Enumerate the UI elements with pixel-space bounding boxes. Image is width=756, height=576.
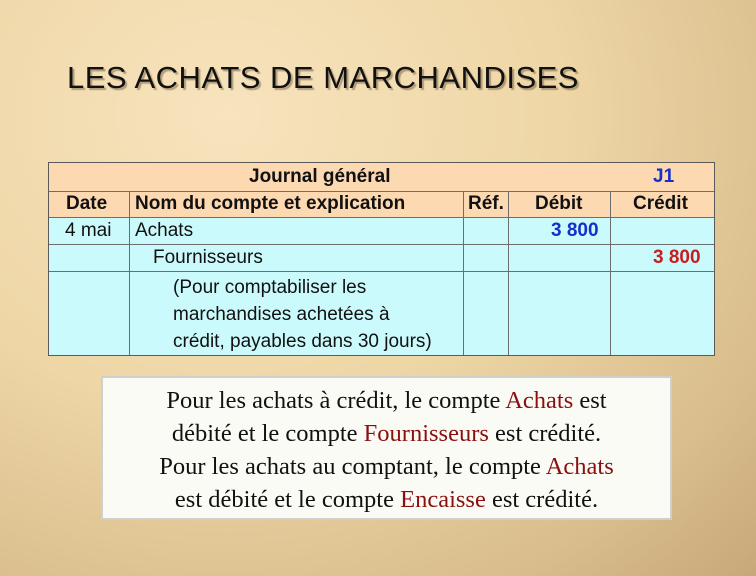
journal-name: Journal général — [249, 166, 391, 187]
explanation-line: crédit, payables dans 30 jours) — [173, 331, 432, 352]
header-date: Date — [66, 193, 108, 214]
note-text: est crédité. — [485, 486, 599, 513]
header-credit: Crédit — [633, 193, 688, 214]
note-line-3 — [103, 450, 670, 483]
journal-page: J1 — [653, 166, 675, 187]
note-text: Pour les achats à crédit, le compte — [166, 387, 506, 414]
note-highlight: Achats — [545, 453, 614, 480]
note-text: débité et le compte — [171, 420, 364, 447]
explanation-line: (Pour comptabiliser les — [173, 277, 367, 298]
entry-date: 4 mai — [65, 220, 112, 241]
debit-account: Achats — [135, 220, 194, 241]
explanation-box — [101, 376, 672, 520]
explanation-line: marchandises achetées à — [173, 304, 390, 325]
debit-amount: 3 800 — [551, 220, 599, 241]
note-text: est — [573, 387, 607, 414]
header-account: Nom du compte et explication — [135, 193, 406, 214]
header-debit: Débit — [535, 193, 583, 214]
note-highlight: Fournisseurs — [363, 420, 489, 447]
note-line-2 — [103, 417, 670, 450]
journal-table — [48, 162, 715, 356]
page-title: LES ACHATS DE MARCHANDISES — [67, 60, 579, 95]
header-ref: Réf. — [468, 193, 504, 214]
note-highlight: Encaisse — [400, 486, 486, 513]
note-text: est crédité. — [488, 420, 602, 447]
credit-account: Fournisseurs — [153, 247, 263, 268]
note-text: Pour les achats au comptant, le compte — [159, 453, 546, 480]
credit-amount: 3 800 — [653, 247, 701, 268]
note-text: est débité et le compte — [174, 486, 401, 513]
note-line-4 — [103, 483, 670, 516]
note-highlight: Achats — [505, 387, 574, 414]
note-line-1 — [103, 384, 670, 417]
